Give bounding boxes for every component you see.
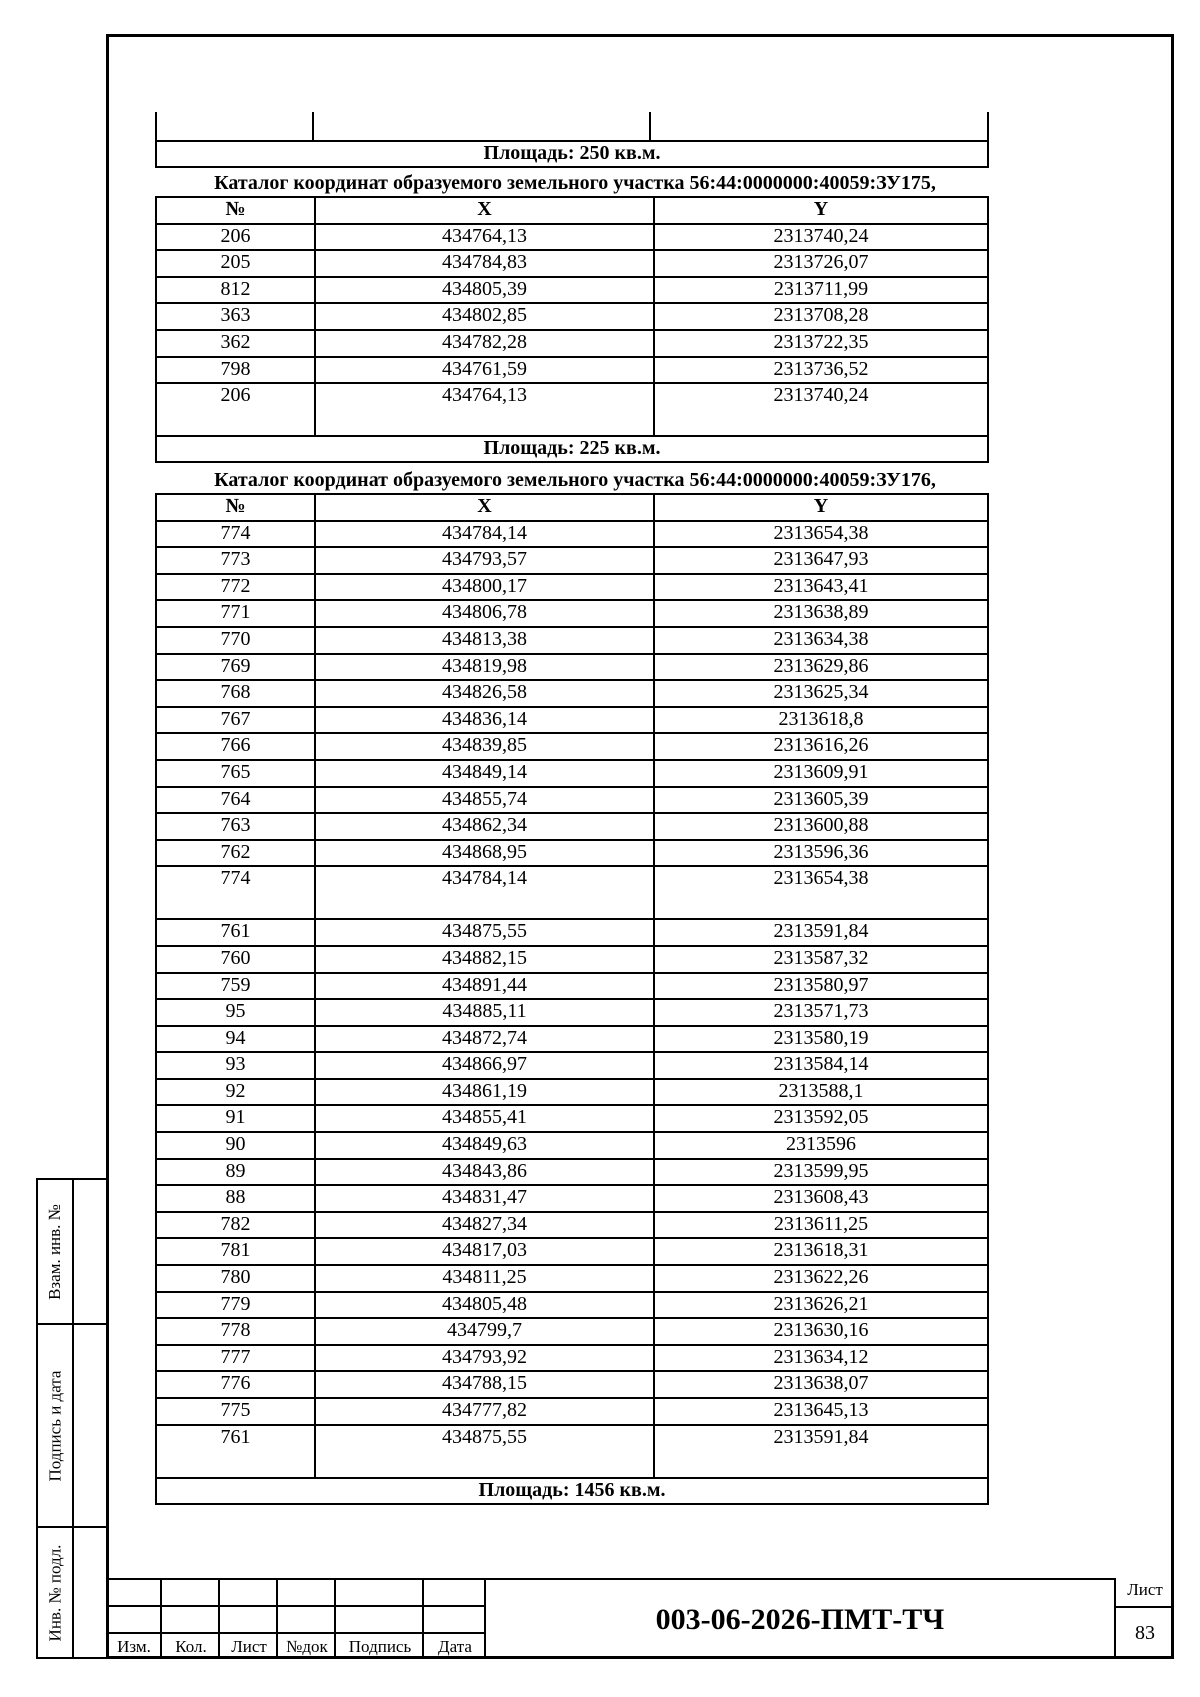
table-row — [156, 303, 988, 330]
table-row — [156, 1132, 988, 1159]
side-label-signature-date: Подпись и дата — [45, 1370, 64, 1481]
cell-x: 434805,48 — [315, 1292, 654, 1319]
stamp-col-change: Изм. — [117, 1637, 151, 1656]
table-row — [156, 1185, 988, 1212]
stamp-col-doc-number: №док — [286, 1637, 328, 1656]
cell-y: 2313596,36 — [654, 840, 988, 867]
area-text: Площадь: 225 кв.м. — [156, 436, 988, 462]
cell-x: 434811,25 — [315, 1265, 654, 1292]
cell-x: 434875,55 — [315, 919, 654, 946]
cell-x: 434891,44 — [315, 973, 654, 1000]
cell-x: 434793,92 — [315, 1345, 654, 1372]
col-header-x: X — [315, 197, 654, 224]
cell-y: 2313608,43 — [654, 1185, 988, 1212]
cell-number: 206 — [156, 224, 315, 251]
table-row — [156, 1238, 988, 1265]
cell-y: 2313616,26 — [654, 733, 988, 760]
cell-y: 2313588,1 — [654, 1079, 988, 1106]
cell-x: 434885,11 — [315, 999, 654, 1026]
cell-number: 780 — [156, 1265, 315, 1292]
cell-y: 2313626,21 — [654, 1292, 988, 1319]
cell-y: 2313638,07 — [654, 1371, 988, 1398]
cell-y: 2313600,88 — [654, 813, 988, 840]
cell-number: 798 — [156, 357, 315, 384]
cell-number: 93 — [156, 1052, 315, 1079]
cell-y: 2313643,41 — [654, 574, 988, 601]
prev-area-text: Площадь: 250 кв.м. — [156, 141, 988, 167]
cell-y: 2313618,31 — [654, 1238, 988, 1265]
side-label-replacement-inv: Взам. инв. № — [45, 1203, 64, 1300]
cell-y: 2313736,52 — [654, 357, 988, 384]
cell-y: 2313647,93 — [654, 547, 988, 574]
table-row — [156, 946, 988, 973]
cell-x: 434788,15 — [315, 1371, 654, 1398]
cell-number: 363 — [156, 303, 315, 330]
cell-x: 434849,63 — [315, 1132, 654, 1159]
cell-y: 2313629,86 — [654, 654, 988, 681]
side-block-original-inv — [36, 1526, 108, 1659]
cell-number: 781 — [156, 1238, 315, 1265]
stamp-col-quantity: Кол. — [175, 1637, 207, 1656]
sheet-number: 83 — [1135, 1622, 1155, 1644]
table-row — [156, 357, 988, 384]
cell-y: 2313596 — [654, 1132, 988, 1159]
sheet-box — [1114, 1578, 1174, 1659]
cell-number: 779 — [156, 1292, 315, 1319]
cell-y: 2313599,95 — [654, 1159, 988, 1186]
cell-y: 2313580,97 — [654, 973, 988, 1000]
cell-x: 434817,03 — [315, 1238, 654, 1265]
cell-number: 206 — [156, 383, 315, 436]
cell-y: 2313711,99 — [654, 277, 988, 304]
table-row — [156, 574, 988, 601]
catalog-title-zu175: Каталог координат образуемого земельного участка 56:44:0000000:40059:ЗУ175, — [214, 172, 936, 194]
cell-number: 94 — [156, 1026, 315, 1053]
cell-x: 434784,83 — [315, 250, 654, 277]
cell-x: 434839,85 — [315, 733, 654, 760]
cell-number: 767 — [156, 707, 315, 734]
cell-y: 2313592,05 — [654, 1105, 988, 1132]
cell-number: 782 — [156, 1212, 315, 1239]
cell-y: 2313584,14 — [654, 1052, 988, 1079]
cell-number: 770 — [156, 627, 315, 654]
cell-x: 434784,14 — [315, 521, 654, 548]
table-row — [156, 1105, 988, 1132]
cell-y: 2313740,24 — [654, 224, 988, 251]
cell-x: 434836,14 — [315, 707, 654, 734]
document-code: 003-06-2026-ПМТ-ТЧ — [655, 1603, 945, 1636]
cell-number: 205 — [156, 250, 315, 277]
table-row — [156, 760, 988, 787]
table-row — [156, 1079, 988, 1106]
side-label-original-inv: Инв. № подл. — [45, 1544, 64, 1641]
table-row — [156, 1026, 988, 1053]
cell-y: 2313605,39 — [654, 787, 988, 814]
cell-number: 88 — [156, 1185, 315, 1212]
cell-x: 434872,74 — [315, 1026, 654, 1053]
cell-number: 762 — [156, 840, 315, 867]
cell-y: 2313638,89 — [654, 600, 988, 627]
cell-number: 766 — [156, 733, 315, 760]
cell-x: 434826,58 — [315, 680, 654, 707]
cell-x: 434827,34 — [315, 1212, 654, 1239]
cell-x: 434764,13 — [315, 383, 654, 436]
cell-number: 812 — [156, 277, 315, 304]
cell-number: 95 — [156, 999, 315, 1026]
cell-y: 2313609,91 — [654, 760, 988, 787]
cell-number: 764 — [156, 787, 315, 814]
cell-number: 777 — [156, 1345, 315, 1372]
stamp-col-signature: Подпись — [348, 1637, 412, 1656]
cell-y: 2313591,84 — [654, 1425, 988, 1478]
cell-x: 434819,98 — [315, 654, 654, 681]
col-header-y: Y — [654, 494, 988, 521]
cell-y: 2313618,8 — [654, 707, 988, 734]
table-row — [156, 866, 988, 919]
cell-x: 434861,19 — [315, 1079, 654, 1106]
table-row — [156, 277, 988, 304]
cell-x: 434777,82 — [315, 1398, 654, 1425]
table-row — [156, 1292, 988, 1319]
cell-y: 2313726,07 — [654, 250, 988, 277]
cell-y: 2313591,84 — [654, 919, 988, 946]
table-row — [156, 224, 988, 251]
prev-table-stub-c1 — [312, 112, 314, 140]
coordinates-table-zu176 — [155, 493, 989, 1505]
cell-number: 772 — [156, 574, 315, 601]
table-row — [156, 383, 988, 436]
table-row — [156, 547, 988, 574]
table-row — [156, 707, 988, 734]
cell-number: 362 — [156, 330, 315, 357]
cell-x: 434882,15 — [315, 946, 654, 973]
prev-area-table — [155, 140, 989, 168]
cell-x: 434782,28 — [315, 330, 654, 357]
area-text: Площадь: 1456 кв.м. — [156, 1478, 988, 1504]
cell-x: 434799,7 — [315, 1318, 654, 1345]
cell-number: 776 — [156, 1371, 315, 1398]
cell-number: 89 — [156, 1159, 315, 1186]
cell-x: 434806,78 — [315, 600, 654, 627]
cell-y: 2313645,13 — [654, 1398, 988, 1425]
cell-x: 434761,59 — [315, 357, 654, 384]
sheet-label: Лист — [1127, 1580, 1163, 1599]
cell-number: 774 — [156, 521, 315, 548]
side-block-signature-date — [36, 1323, 108, 1528]
table-row — [156, 919, 988, 946]
table-row — [156, 250, 988, 277]
coordinates-table-zu175 — [155, 196, 989, 463]
stamp-col-date: Дата — [438, 1637, 472, 1656]
table-row — [156, 999, 988, 1026]
cell-y: 2313654,38 — [654, 866, 988, 919]
table-row — [156, 813, 988, 840]
cell-y: 2313611,25 — [654, 1212, 988, 1239]
table-row — [156, 787, 988, 814]
table-row — [156, 654, 988, 681]
col-header-x: X — [315, 494, 654, 521]
cell-number: 768 — [156, 680, 315, 707]
cell-x: 434855,74 — [315, 787, 654, 814]
cell-number: 90 — [156, 1132, 315, 1159]
cell-number: 773 — [156, 547, 315, 574]
cell-number: 759 — [156, 973, 315, 1000]
col-header-y: Y — [654, 197, 988, 224]
cell-x: 434784,14 — [315, 866, 654, 919]
cell-x: 434868,95 — [315, 840, 654, 867]
cell-x: 434855,41 — [315, 1105, 654, 1132]
table-row — [156, 1318, 988, 1345]
cell-y: 2313571,73 — [654, 999, 988, 1026]
table-row — [156, 521, 988, 548]
table-row — [156, 733, 988, 760]
table-row — [156, 1159, 988, 1186]
table-row — [156, 840, 988, 867]
table-row — [156, 680, 988, 707]
table-row — [156, 330, 988, 357]
cell-number: 769 — [156, 654, 315, 681]
cell-y: 2313634,12 — [654, 1345, 988, 1372]
table-row — [156, 1265, 988, 1292]
cell-number: 775 — [156, 1398, 315, 1425]
prev-table-stub-c2 — [649, 112, 651, 140]
table-row — [156, 600, 988, 627]
cell-y: 2313708,28 — [654, 303, 988, 330]
col-header-number: № — [156, 197, 315, 224]
table-row — [156, 1398, 988, 1425]
cell-x: 434843,86 — [315, 1159, 654, 1186]
cell-number: 771 — [156, 600, 315, 627]
cell-number: 765 — [156, 760, 315, 787]
cell-x: 434793,57 — [315, 547, 654, 574]
cell-y: 2313722,35 — [654, 330, 988, 357]
cell-number: 760 — [156, 946, 315, 973]
table-row — [156, 1345, 988, 1372]
table-row — [156, 1371, 988, 1398]
cell-number: 761 — [156, 1425, 315, 1478]
cell-x: 434800,17 — [315, 574, 654, 601]
cell-number: 91 — [156, 1105, 315, 1132]
table-row — [156, 1052, 988, 1079]
cell-x: 434849,14 — [315, 760, 654, 787]
cell-x: 434875,55 — [315, 1425, 654, 1478]
cell-y: 2313740,24 — [654, 383, 988, 436]
cell-y: 2313634,38 — [654, 627, 988, 654]
cell-y: 2313622,26 — [654, 1265, 988, 1292]
cell-y: 2313654,38 — [654, 521, 988, 548]
cell-y: 2313630,16 — [654, 1318, 988, 1345]
prev-table-stub-right — [987, 112, 989, 140]
stamp-col-sheet: Лист — [231, 1637, 267, 1656]
cell-x: 434831,47 — [315, 1185, 654, 1212]
cell-number: 778 — [156, 1318, 315, 1345]
cell-number: 92 — [156, 1079, 315, 1106]
cell-x: 434802,85 — [315, 303, 654, 330]
cell-x: 434813,38 — [315, 627, 654, 654]
table-row — [156, 1425, 988, 1478]
table-row — [156, 627, 988, 654]
cell-x: 434862,34 — [315, 813, 654, 840]
cell-x: 434764,13 — [315, 224, 654, 251]
table-row — [156, 1212, 988, 1239]
table-row — [156, 973, 988, 1000]
catalog-title-zu176: Каталог координат образуемого земельного участка 56:44:0000000:40059:ЗУ176, — [214, 469, 936, 491]
cell-y: 2313580,19 — [654, 1026, 988, 1053]
side-block-replacement-inv — [36, 1178, 108, 1325]
cell-x: 434805,39 — [315, 277, 654, 304]
cell-number: 761 — [156, 919, 315, 946]
cell-x: 434866,97 — [315, 1052, 654, 1079]
cell-y: 2313625,34 — [654, 680, 988, 707]
cell-number: 774 — [156, 866, 315, 919]
cell-y: 2313587,32 — [654, 946, 988, 973]
cell-number: 763 — [156, 813, 315, 840]
col-header-number: № — [156, 494, 315, 521]
prev-table-stub-left — [155, 112, 157, 140]
